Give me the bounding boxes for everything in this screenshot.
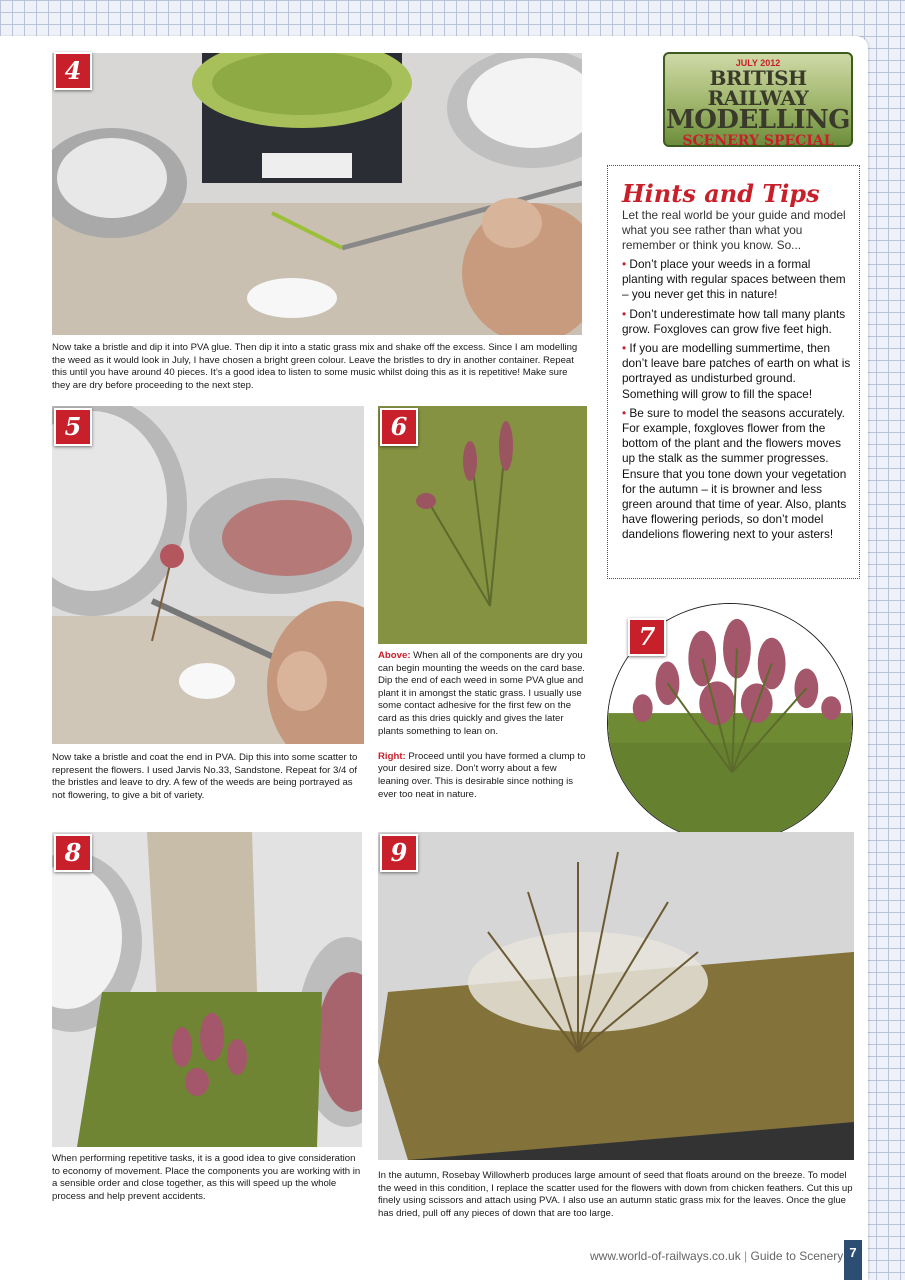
step-6-caption [378,650,590,801]
step-8-badge: 8 [54,834,92,872]
step-7-badge: 7 [628,618,666,656]
caption-right-label: Right: [378,750,406,762]
caption-right-text: Proceed until you have formed a clump to your desired size. Don’t worry about a few leaning over. This is desirable since nothing is ever too neat in nature. [378,750,586,800]
step-5-photo [52,406,364,744]
page-number: 7 [844,1240,862,1280]
step-8-photo [52,832,362,1147]
bullet-icon: • [622,257,627,271]
footer-separator: | [744,1249,748,1263]
magazine-logo [663,52,853,147]
caption-above-label: Above: [378,650,411,661]
footer-section: Guide to Scenery [750,1249,844,1263]
footer-url[interactable]: www.world-of-railways.co.uk [590,1249,741,1263]
hint-item: • If you are modelling summertime, then don’t leave bare patches of earth on what is portrayed as undisturbed ground. Something will grow to fill the space! [622,341,851,401]
logo-line-2: MODELLING [666,105,850,135]
hints-intro: Let the real world be your guide and model what you see rather than what you remember or think you know. So... [622,208,846,252]
bullet-icon: • [622,306,627,321]
caption-above-text: When all of the components are dry you can begin mounting the weeds on the card base. Dip the end of each weed in some PVA glue and plant it in amongst the static grass. I usually use some contact adhesive for the first few on the card as this dries quickly and gives the later plants something to lean on. [378,650,585,737]
bullet-icon: • [622,405,627,420]
page-footer [590,1249,843,1263]
step-4-photo [52,53,582,335]
hint-item: • Don’t place your weeds in a formal planting with regular spaces between them – you never get this in nature! [622,257,846,302]
hint-item: • Be sure to model the seasons accurately. For example, foxgloves flower from the bottom of the plant and the flowers moves up the stalk as the summer progresses. Ensure that you tone down your vegetation for the autumn – it is browner and less green around that time of year. Also, plants have flowering periods, so don’t model dandelions flowering next to your asters! [622,405,847,542]
hint-item: • Don’t underestimate how tall many plants grow. Foxgloves can grow five feet high. [622,306,846,336]
logo-date: JULY 2012 [735,58,781,68]
hints-title: Hints and Tips [622,179,820,208]
step-9-badge: 9 [380,834,418,872]
step-4-badge: 4 [54,52,92,90]
step-9-caption: In the autumn, Rosebay Willowherb produces large amount of seed that floats around on the breeze. To model the weed in this condition, I replace the scatter used for the flowers with down from chicken feathers. Cut this up finely using scissors and attach using PVA. I also use an autumn static grass mix for the leaves. Once the glue has dried, pull off any pieces of down that are too large. [378,1170,853,1219]
step-5-caption: Now take a bristle and coat the end in PVA. Dip this into some scatter to represent the flowers. I used Jarvis No.33, Sandstone. Repeat for 3/4 of the bristles and leave to dry. A few of the weeds are being portrayed as not flowering, to give a bit of variety. [52,752,358,801]
logo-line-3: SCENERY SPECIAL [682,133,834,147]
hints-and-tips-box [607,165,860,579]
bullet-icon: • [622,341,627,356]
step-9-photo [378,832,854,1160]
step-5-badge: 5 [54,408,92,446]
step-4-caption: Now take a bristle and dip it into PVA glue. Then dip it into a static grass mix and shake off the excess. Since I am modelling the weed as it would look in July, I have chosen a bright green colour. Leave the bristles to dry in another container. Repeat this until you have around 40 pieces. It’s a good idea to listen to some music whilst doing this as it is repetitive! Make sure they are dry before proceeding to the next step. [52,342,578,391]
step-8-caption: When performing repetitive tasks, it is a good idea to give consideration to economy of movement. Place the components you are working with in a sensible order and close together, as this will speed up the whole process and help prevent accidents. [52,1153,361,1202]
logo-line-1: BRITISH RAILWAY [707,66,809,110]
step-6-badge: 6 [380,408,418,446]
